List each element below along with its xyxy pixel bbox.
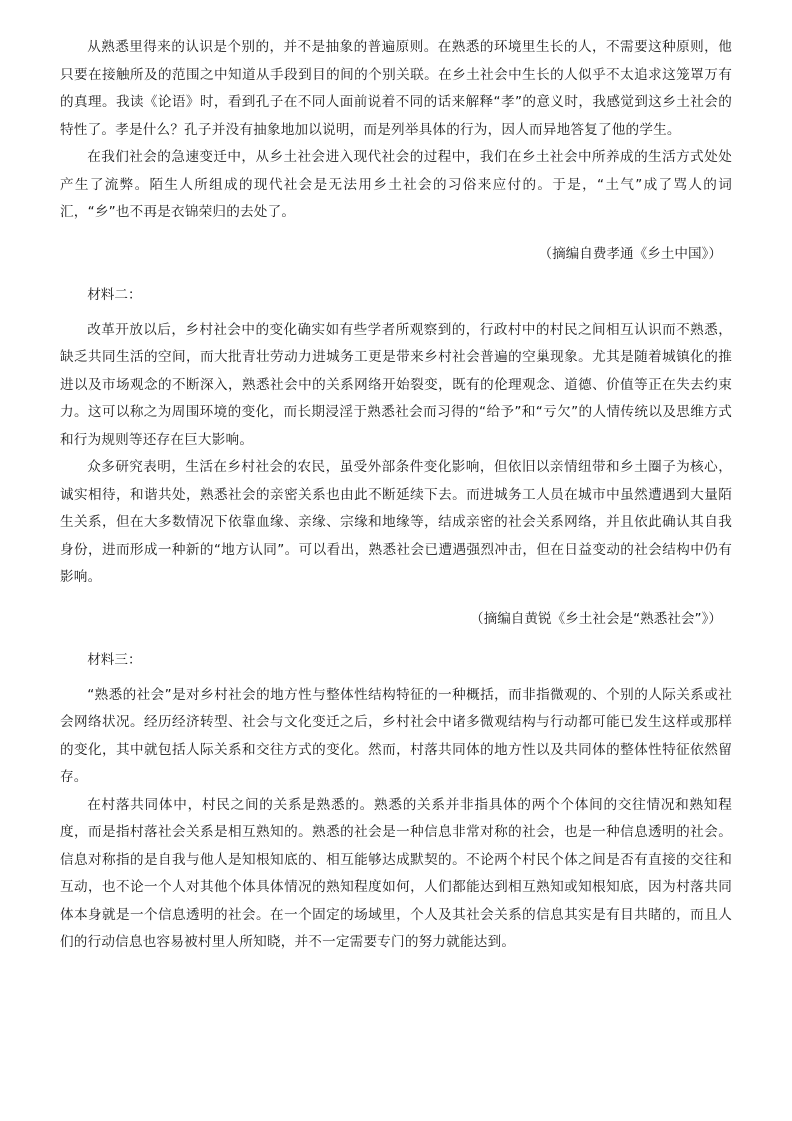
paragraph: 众多研究表明，生活在乡村社会的农民，虽受外部条件变化影响，但依旧以亲情纽带和乡土圈子为核心，诚实相待，和谐共处，熟悉社会的亲密关系也由此不断延续下去。而进城务工人员在城市中虽然遭遇到大量陌生关系，但在大多数情况下依靠血缘、亲缘、宗缘和地缘等，结成亲密的社会关系网络，并且依此确认其自我身份，进而形成一种新的“地方认同”。可以看出，熟悉社会已遭遇强烈冲击，但在日益变动的社会结构中仍有影响。 bbox=[60, 459, 732, 585]
paragraph: “熟悉的社会”是对乡村社会的地方性与整体性结构特征的一种概括，而非指微观的、个别的人际关系或社会网络状况。经历经济转型、社会与文化变迁之后，乡村社会中诸多微观结构与行动都可能已发生这样或那样的变化，其中就包括人际关系和交往方式的变化。然而，村落共同体的地方性以及共同体的整体性特征依然留存。 bbox=[60, 686, 732, 785]
paragraph: 从熟悉里得来的认识是个别的，并不是抽象的普遍原则。在熟悉的环境里生长的人，不需要这种原则，他只要在接触所及的范围之中知道从手段到目的间的个别关联。在乡土社会中生长的人似乎不太追求这笼罩万有的真理。我读《论语》时，看到孔子在不同人面前说着不同的话来解释“孝”的意义时，我感觉到这乡土社会的特性了。孝是什么？孔子并没有抽象地加以说明，而是列举具体的行为，因人而异地答复了他的学生。 bbox=[60, 39, 732, 138]
material-three-section bbox=[60, 647, 732, 957]
paragraph: 在村落共同体中，村民之间的关系是熟悉的。熟悉的关系并非指具体的两个个体间的交往情况和熟知程度，而是指村落社会关系是相互熟知的。熟悉的社会是一种信息非常对称的社会，也是一种信息透明的社会。信息对称指的是自我与他人是知根知底的、相互能够达成默契的。不论两个村民个体之间是否有直接的交往和互动，也不论一个人对其他个体具体情况的熟知程度如何，人们都能达到相互熟知或知根知底，因为村落共同体本身就是一个信息透明的社会。在一个固定的场域里，个人及其社会关系的信息其实是有目共睹的，而且人们的行动信息也容易被村里人所知晓，并不一定需要专门的努力就能达到。 bbox=[60, 796, 732, 950]
material-two-section bbox=[60, 282, 732, 633]
paragraph: 改革开放以后，乡村社会中的变化确实如有些学者所观察到的，行政村中的村民之间相互认识而不熟悉，缺乏共同生活的空间，而大批青壮劳动力进城务工更是带来乡村社会普遍的空巢现象。尤其是随着城镇化的推进以及市场观念的不断深入，熟悉社会中的关系网络开始裂变，既有的伦理观念、道德、价值等正在失去约束力。这可以称之为周围环境的变化，而长期浸淫于熟悉社会而习得的“给予”和“亏欠”的人情传统以及思维方式和行为规则等还存在巨大影响。 bbox=[60, 321, 732, 448]
section-heading: 材料二： bbox=[87, 287, 142, 303]
paragraph: 在我们社会的急速变迁中，从乡土社会进入现代社会的过程中，我们在乡土社会中所养成的生活方式处处产生了流弊。陌生人所组成的现代社会是无法用乡土社会的习俗来应付的。于是，“土气”成了骂人的词汇，“乡”也不再是衣锦荣归的去处了。 bbox=[60, 149, 732, 220]
material-one-section bbox=[60, 34, 732, 268]
document-page bbox=[60, 34, 732, 957]
section-heading: 材料三： bbox=[87, 652, 142, 668]
source-citation: （摘编自黄锐《乡土社会是“熟悉社会”》） bbox=[470, 610, 722, 627]
source-citation: （摘编自费孝通《乡土中国》） bbox=[538, 245, 722, 262]
